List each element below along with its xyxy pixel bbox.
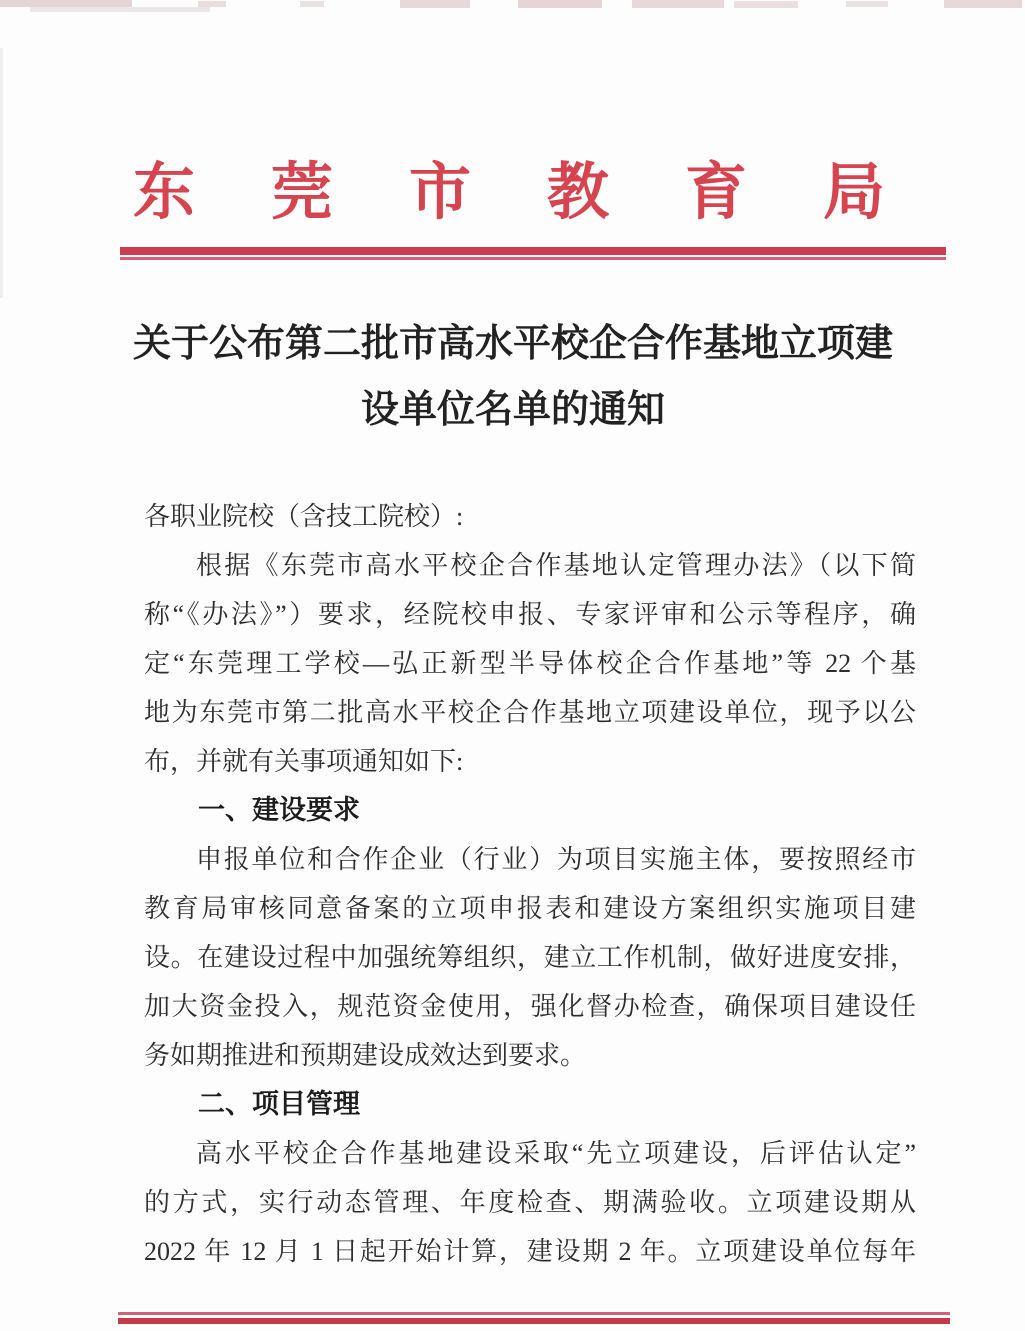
body-line: 高水平校企合作基地建设采取“先立项建设，后评估认定” [196, 1139, 916, 1168]
document-title [118, 311, 908, 443]
body-line: 申报单位和合作企业（行业）为项目实施主体，要按照经市 [196, 845, 916, 874]
scan-artifact [846, 1, 888, 7]
body-line: 设。在建设过程中加强统筹组织，建立工作机制，做好进度安排， [144, 943, 916, 972]
section-heading-project-management: 二、项目管理 [198, 1089, 360, 1119]
scan-artifact [400, 0, 470, 8]
header-rule-thin [120, 257, 946, 260]
body-line: 2022 年 12 月 1 日起开始计算，建设期 2 年。立项建设单位每年 [144, 1237, 916, 1266]
body-line: 的方式，实行动态管理、年度检查、期满验收。立项建设期从 [144, 1188, 916, 1217]
scan-artifact [198, 1, 226, 7]
scan-artifact [944, 0, 1022, 8]
body-line: 教育局审核同意备案的立项申报表和建设方案组织实施项目建 [144, 894, 916, 923]
salutation-line: 各职业院校（含技工院校）: [144, 502, 464, 531]
scan-artifact [300, 1, 324, 7]
body-line: 根据《东莞市高水平校企合作基地认定管理办法》（以下简 [196, 551, 916, 580]
body-line: 称“《办法》”）要求，经院校申报、专家评审和公示等程序，确 [144, 600, 916, 629]
document-title-line-2: 设单位名单的通知 [360, 389, 665, 431]
document-body [144, 492, 916, 1276]
footer-rule-thick [118, 1318, 950, 1324]
body-line: 务如期推进和预期建设成效达到要求。 [144, 1041, 587, 1070]
agency-header: 东 莞 市 教 育 局 [132, 159, 892, 227]
section-heading-construction-requirements: 一、建设要求 [198, 795, 360, 825]
body-line: 布，并就有关事项通知如下: [144, 747, 464, 776]
body-line: 定“东莞理工学校—弘正新型半导体校企合作基地”等 22 个基 [144, 649, 916, 678]
document-title-line-1: 关于公布第二批市高水平校企合作基地立项建 [132, 323, 893, 365]
body-line: 加大资金投入，规范资金使用，强化督办检查，确保项目建设任 [144, 992, 916, 1021]
header-rule-thick [120, 247, 946, 255]
footer-rule-thin [118, 1312, 950, 1315]
scan-artifact [518, 0, 602, 8]
scan-artifact [632, 0, 724, 8]
scan-artifact [734, 1, 798, 8]
body-line: 地为东莞市第二批高水平校企合作基地立项建设单位，现予以公 [144, 698, 916, 727]
scan-artifact [30, 7, 210, 12]
scan-artifact [0, 0, 132, 7]
